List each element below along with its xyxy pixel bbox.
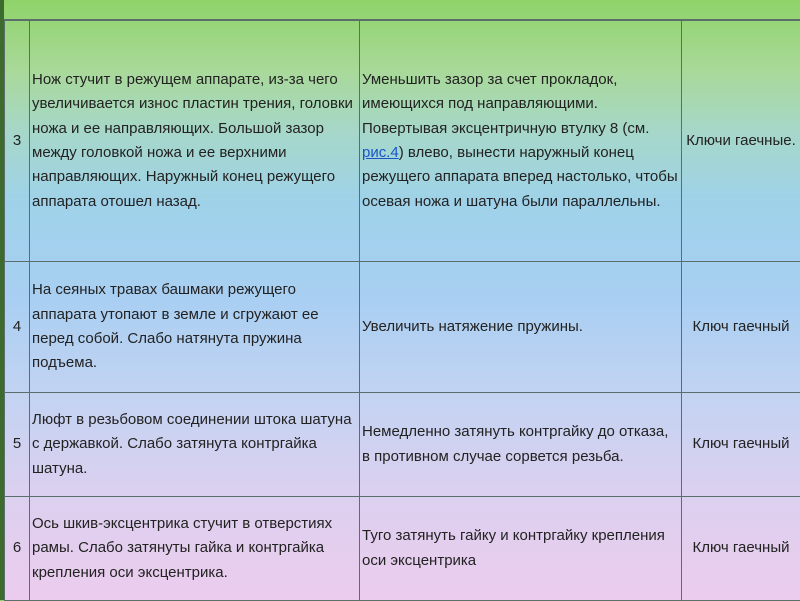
remedy-text: ) влево, вынести наружный конец режущего аппарата вперед настолько, чтобы осевая ножа и шатуна были параллельны. xyxy=(362,144,678,210)
remedy-text: Уменьшить зазор за счет прокладок, имеющихся под направляющими. Повертывая эксцентричную втулку 8 (см. xyxy=(362,71,649,137)
fault-cell: Ось шкив-эксцентрика стучит в отверстиях рамы. Слабо затянуты гайка и контргайка крепления оси эксцентрика. xyxy=(30,497,360,601)
tool-cell: Ключ гаечный xyxy=(682,393,800,497)
remedy-cell: Увеличить натяжение пружины. xyxy=(360,262,682,393)
tool-cell: Ключ гаечный xyxy=(682,262,800,393)
remedy-cell: Немедленно затянуть контргайку до отказа, в противном случае сорвется резьба. xyxy=(360,393,682,497)
row-number: 4 xyxy=(5,262,30,393)
table-row xyxy=(5,497,800,601)
row-number: 5 xyxy=(5,393,30,497)
troubleshooting-table xyxy=(4,20,800,601)
row-number: 3 xyxy=(5,21,30,262)
fault-cell: Нож стучит в режущем аппарате, из-за чего увеличивается износ пластин трения, головки ножа и ее направляющих. Большой зазор между головкой ножа и ее верхними направляющих. Наружный конец режущего аппарата отошел назад. xyxy=(30,21,360,262)
table-row xyxy=(5,262,800,393)
figure-link[interactable]: рис.4 xyxy=(362,144,399,161)
fault-cell: Люфт в резьбовом соединении штока шатуна с державкой. Слабо затянута контргайка шатуна. xyxy=(30,393,360,497)
fault-cell: На сеяных травах башмаки режущего аппарата утопают в земле и сгружают ее перед собой. Слабо натянута пружина подъема. xyxy=(30,262,360,393)
remedy-cell xyxy=(360,21,682,262)
table-row xyxy=(5,21,800,262)
tool-cell: Ключ гаечный xyxy=(682,497,800,601)
remedy-cell: Туго затянуть гайку и контргайку крепления оси эксцентрика xyxy=(360,497,682,601)
tool-cell: Ключи гаечные. xyxy=(682,21,800,262)
table-row xyxy=(5,393,800,497)
row-number: 6 xyxy=(5,497,30,601)
